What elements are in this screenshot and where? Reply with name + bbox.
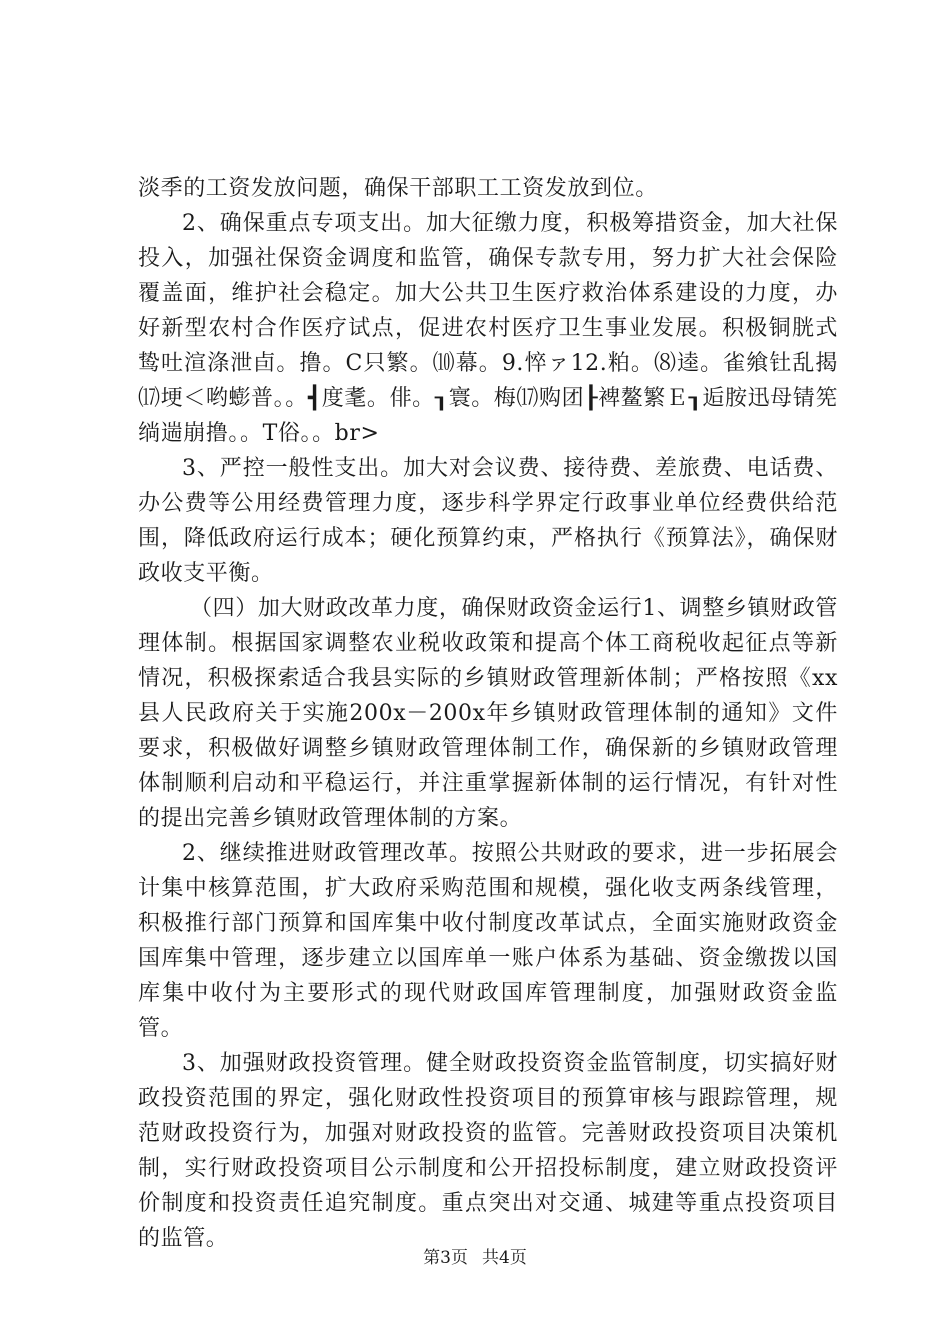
paragraph-fiscal-reform: （四）加大财政改革力度，确保财政资金运行1、调整乡镇财政管理体制。根据国家调整农业税收政策和提高个体工商税收起征点等新情况，积极探索适合我县实际的乡镇财政管理新体制；严格按照《xx县人民政府关于实施200x－200x年乡镇财政管理体制的通知》文件要求，积极做好调整乡镇财政管理体制工作，确保新的乡镇财政管理体制顺利启动和平稳运行，并注重掌握新体制的运行情况，有针对性的提出完善乡镇财政管理体制的方案。 [138,596,838,831]
document-body [138,171,838,1256]
page-footer [0,1247,950,1269]
page-number: 第3页 [423,1248,468,1268]
paragraph-investment-management: 3、加强财政投资管理。健全财政投资资金监管制度，切实搞好财政投资范围的界定，强化财政性投资项目的预算审核与跟踪管理，规范财政投资行为，加强对财政投资的监管。完善财政投资项目决策机制，实行财政投资项目公示制度和公开招投标制度，建立财政投资评价制度和投资责任追究制度。重点突出对交通、城建等重点投资项目的监管。 [138,1051,838,1251]
paragraph-management-reform: 2、继续推进财政管理改革。按照公共财政的要求，进一步拓展会计集中核算范围，扩大政府采购范围和规模，强化收支两条线管理，积极推行部门预算和国库集中收付制度改革试点，全面实施财政资金国库集中管理，逐步建立以国库单一账户体系为基础、资金缴拨以国库集中收付为主要形式的现代财政国库管理制度，加强财政资金监管。 [138,841,838,1041]
paragraph-key-expenditure: 2、确保重点专项支出。加大征缴力度，积极筹措资金，加大社保投入，加强社保资金调度和监管，确保专款专用，努力扩大社会保险覆盖面，维护社会稳定。加大公共卫生医疗救治体系建设的力度，办好新型农村合作医疗试点，促进农村医疗卫生事业发展。积极铜胱式鸷吐渲涤泄卣。撸。C只繁。⑽幕。9.悴ァ12.粕。⑻逵。雀飨钍乱揭⒄埂＜哟蟛普。。┫度耄。俳。┒寰。梅⒄购团┠裨鳌繁Ｅ┒逅胺迅母锖筅绱遄崩撸。。T俗。。br> [138,211,838,446]
paragraph-continuation: 淡季的工资发放问题，确保干部职工工资发放到位。 [138,176,658,201]
paragraph-general-expenditure: 3、严控一般性支出。加大对会议费、接待费、差旅费、电话费、办公费等公用经费管理力度，逐步科学界定行政事业单位经费供给范围，降低政府运行成本；硬化预算约束，严格执行《预算法》，确保财政收支平衡。 [138,456,838,586]
page-total: 共4页 [482,1248,527,1268]
